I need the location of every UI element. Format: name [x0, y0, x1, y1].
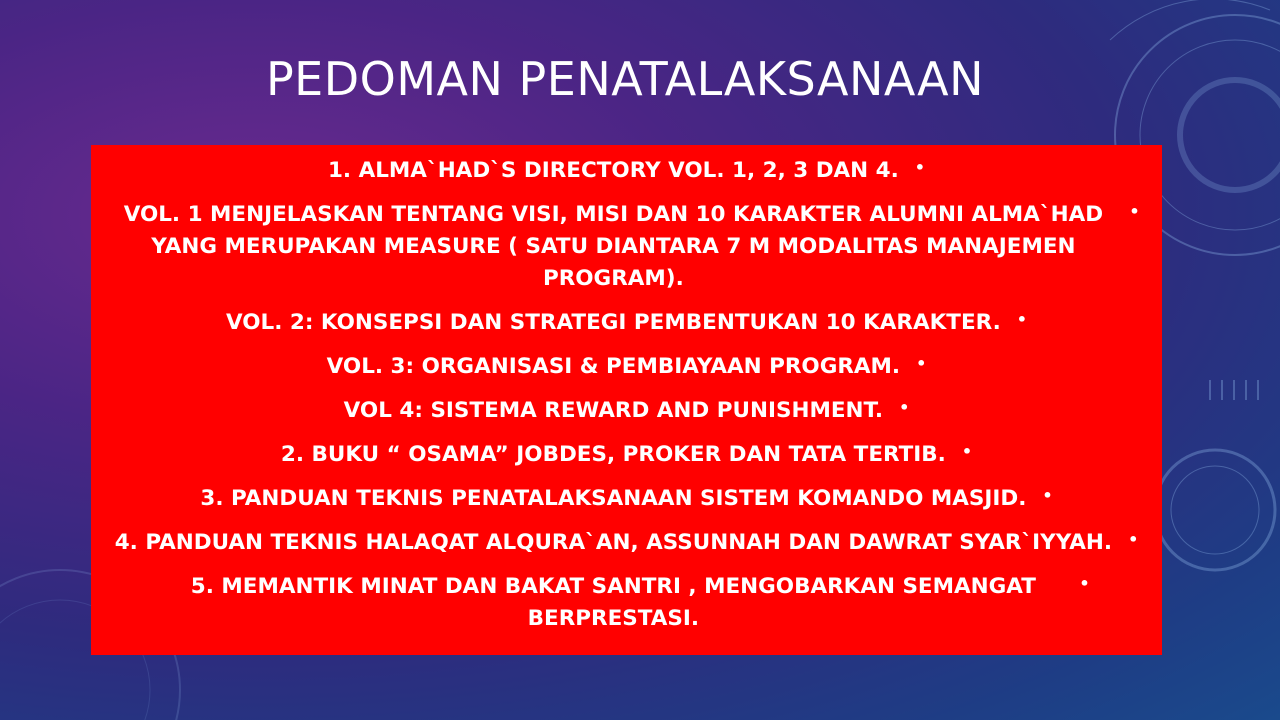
content-box	[91, 145, 1162, 655]
bullet-icon: •	[1042, 486, 1053, 505]
list-item	[109, 527, 1144, 559]
bullet-icon: •	[1129, 202, 1140, 221]
list-item-text: 5. MEMANTIK MINAT DAN BAKAT SANTRI , MENGOBARKAN SEMANGAT BERPRESTASI.	[190, 574, 1036, 631]
list-item-text: 3. PANDUAN TEKNIS PENATALAKSANAAN SISTEM KOMANDO MASJID.	[200, 486, 1027, 511]
list-item-text: VOL. 1 MENJELASKAN TENTANG VISI, MISI DAN 10 KARAKTER ALUMNI ALMA`HAD YANG MERUPAKAN MEASURE ( SATU DIANTARA 7 M MODALITAS MANAJEMEN PROGRAM).	[123, 202, 1104, 291]
list-item	[109, 571, 1144, 635]
slide-title: PEDOMAN PENATALAKSANAAN	[265, 52, 985, 106]
list-item	[109, 439, 1144, 471]
list-item	[109, 155, 1144, 187]
list-item	[109, 199, 1144, 295]
list-item	[109, 483, 1144, 515]
list-item-text: 2. BUKU “ OSAMA” JOBDES, PROKER DAN TATA TERTIB.	[280, 442, 946, 467]
list-item-text: VOL 4: SISTEMA REWARD AND PUNISHMENT.	[343, 398, 884, 423]
list-item	[109, 307, 1144, 339]
bullet-icon: •	[914, 158, 926, 177]
bullet-icon: •	[916, 354, 927, 373]
list-item-text: VOL. 2: KONSEPSI DAN STRATEGI PEMBENTUKAN 10 KARAKTER.	[225, 310, 1001, 335]
list-item-text: VOL. 3: ORGANISASI & PEMBIAYAAN PROGRAM.	[326, 354, 901, 379]
bullet-icon: •	[899, 398, 910, 417]
bullet-icon: •	[1128, 530, 1139, 549]
list-item-text: 4. PANDUAN TEKNIS HALAQAT ALQURA`AN, ASSUNNAH DAN DAWRAT SYAR`IYYAH.	[114, 530, 1113, 555]
bullet-icon: •	[1079, 574, 1090, 593]
list-item	[109, 395, 1144, 427]
list-item	[109, 351, 1144, 383]
list-item-text: 1. ALMA`HAD`S DIRECTORY VOL. 1, 2, 3 DAN 4.	[327, 158, 899, 183]
bullet-icon: •	[961, 442, 973, 461]
bullet-icon: •	[1016, 310, 1027, 329]
